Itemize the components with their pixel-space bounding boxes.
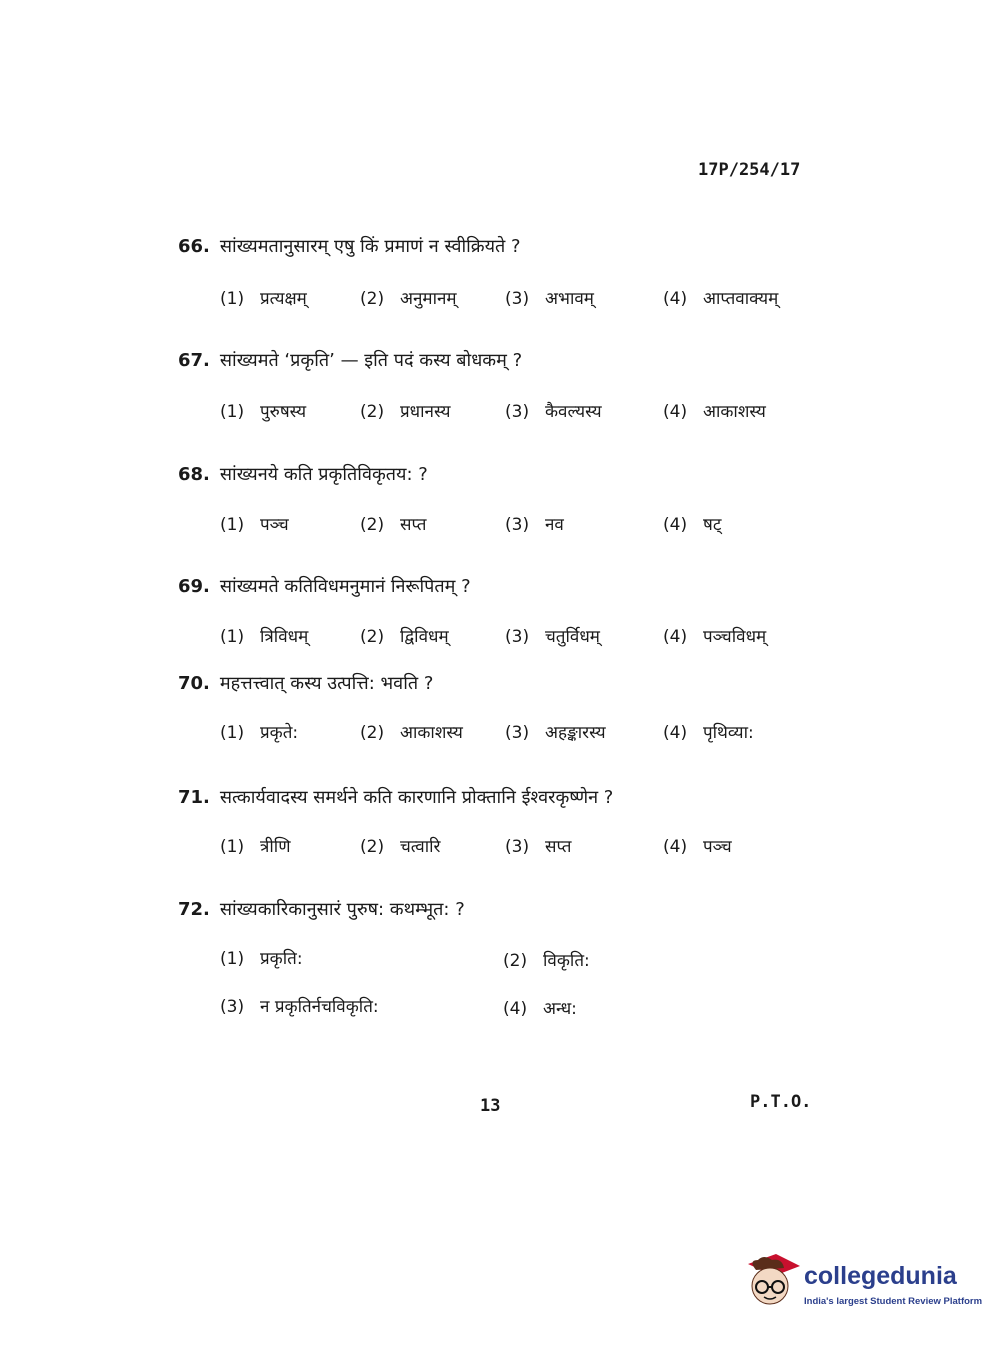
question-text: सांख्यकारिकानुसारं पुरुष: कथम्भूत: ? <box>219 899 465 920</box>
option: (4) आकाशस्य <box>663 402 766 422</box>
option: (1) पुरुषस्य <box>220 402 307 422</box>
option: (1) प्रकृते: <box>220 723 299 743</box>
question-number: 67. <box>178 350 210 371</box>
question-text: सांख्यमते कतिविधमनुमानं निरूपितम् ? <box>219 576 471 597</box>
option: (3) अहङ्कारस्य <box>505 723 606 743</box>
question-text: सांख्यनये कति प्रकृतिविकृतय: ? <box>219 464 428 485</box>
page-number: 13 <box>480 1096 501 1116</box>
option: (3) कैवल्यस्य <box>505 402 602 422</box>
question-number: 72. <box>178 899 210 920</box>
option: (3) सप्त <box>505 837 572 857</box>
option: (4) आप्तवाक्यम् <box>663 289 779 309</box>
option: (2) सप्त <box>360 515 427 535</box>
option: (4) पृथिव्या: <box>663 723 754 743</box>
collegedunia-watermark <box>742 1250 983 1314</box>
paper-code: 17P/254/17 <box>698 160 801 180</box>
question-number: 68. <box>178 464 210 485</box>
option: (4) पञ्च <box>663 837 732 857</box>
question-70 <box>178 671 433 695</box>
option: (2) आकाशस्य <box>360 723 463 743</box>
option: (3) न प्रकृतिर्नचविकृति: <box>220 997 379 1017</box>
option: (3) नव <box>505 515 564 535</box>
mascot-icon <box>742 1250 802 1314</box>
question-66 <box>178 234 521 258</box>
option: (1) पञ्च <box>220 515 289 535</box>
question-67 <box>178 348 522 372</box>
option: (2) विकृति: <box>503 951 590 971</box>
brand-tagline: India's largest Student Review Platform <box>804 1296 983 1307</box>
option: (3) अभावम् <box>505 289 594 309</box>
option: (1) प्रकृति: <box>220 949 303 969</box>
question-text: सांख्यमतानुसारम् एषु किं प्रमाणं न स्वीक्रियते ? <box>219 236 521 257</box>
question-number: 66. <box>178 236 210 257</box>
question-number: 70. <box>178 673 210 694</box>
option: (3) चतुर्विधम् <box>505 627 600 647</box>
option: (4) षट् <box>663 515 722 535</box>
pto-label: P.T.O. <box>750 1092 812 1112</box>
option: (1) त्रीणि <box>220 837 291 857</box>
question-text: सत्कार्यवादस्य समर्थने कति कारणानि प्रोक्तानि ईश्वरकृष्णेन ? <box>219 787 614 808</box>
question-number: 71. <box>178 787 210 808</box>
option: (4) पञ्चविधम् <box>663 627 767 647</box>
question-68 <box>178 462 428 486</box>
question-72 <box>178 897 465 921</box>
option: (1) त्रिविधम् <box>220 627 309 647</box>
question-text: महत्तत्त्वात् कस्य उत्पत्ति: भवति ? <box>219 673 434 694</box>
brand-name: collegedunia <box>804 1262 957 1290</box>
option: (2) प्रधानस्य <box>360 402 451 422</box>
question-71 <box>178 785 613 809</box>
question-text: सांख्यमते ‘प्रकृति’ — इति पदं कस्य बोधकम् ? <box>219 350 523 371</box>
option: (4) अन्ध: <box>503 999 577 1019</box>
option: (1) प्रत्यक्षम् <box>220 289 307 309</box>
question-69 <box>178 574 471 598</box>
question-number: 69. <box>178 576 210 597</box>
option: (2) द्विविधम् <box>360 627 449 647</box>
option: (2) अनुमानम् <box>360 289 457 309</box>
option: (2) चत्वारि <box>360 837 441 857</box>
